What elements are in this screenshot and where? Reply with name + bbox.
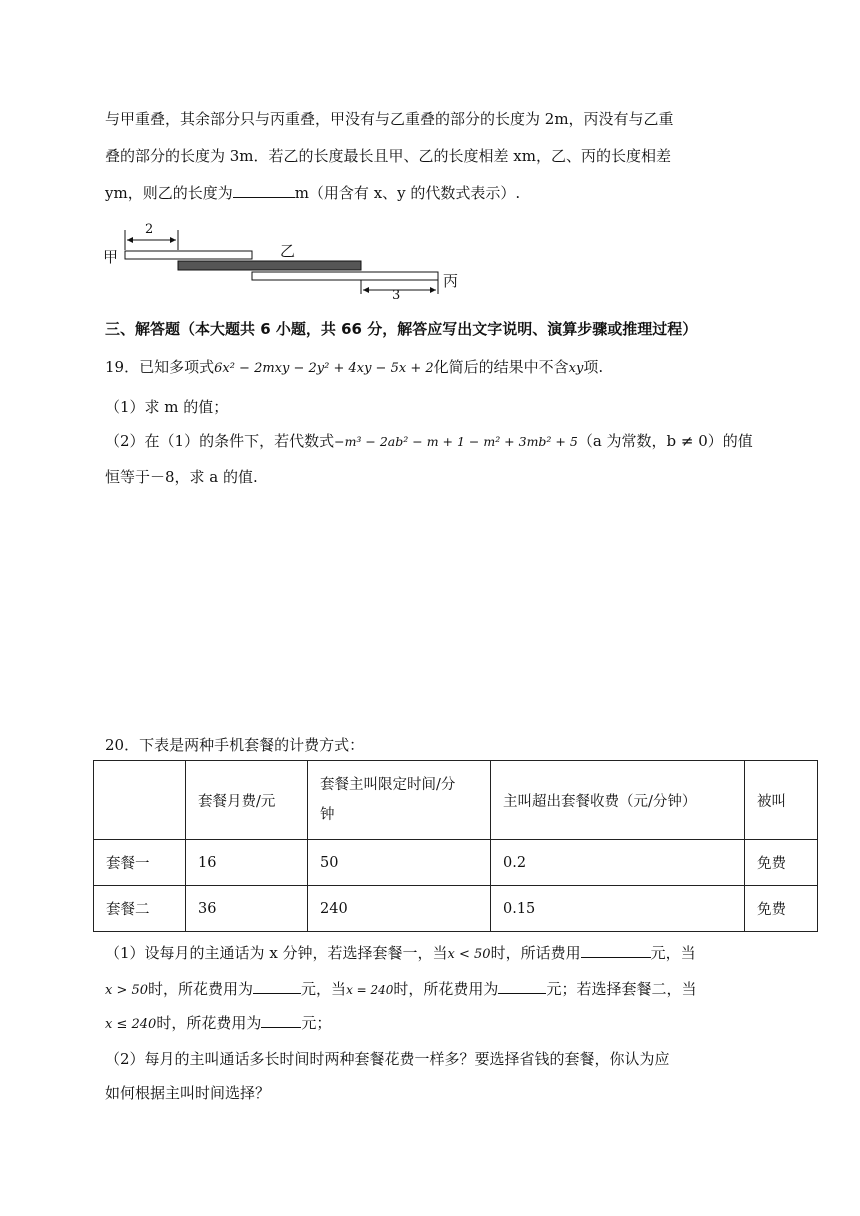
table-cell: 36 (186, 886, 308, 932)
table-cell: 16 (186, 840, 308, 886)
table-row (94, 886, 818, 932)
intro-line-1: 与甲重叠，其余部分只与丙重叠，甲没有与乙重叠的部分的长度为 2m，丙没有与乙重 (105, 110, 674, 128)
answer-blank (498, 979, 546, 994)
q19-part2-cont: 恒等于－8，求 a 的值. (105, 468, 258, 486)
bar-yi (178, 261, 361, 270)
intro-line-2: 叠的部分的长度为 3m．若乙的长度最长且甲、乙的长度相差 xm，乙、丙的长度相差 (105, 147, 671, 165)
q19-part1: （1）求 m 的值； (105, 398, 229, 416)
q19-stem: 19．已知多项式6x² − 2mxy − 2y² + 4xy − 5x + 2化简后的结果中不含xy项. (105, 358, 604, 376)
bar-jia (125, 251, 252, 259)
section-heading: 三、解答题（本大题共 6 小题，共 66 分，解答应写出文字说明、演算步骤或推理过程） (105, 320, 698, 338)
dim-bottom-label: 3 (392, 288, 401, 303)
label-bing: 丙 (443, 272, 459, 290)
table-cell: 0.15 (491, 886, 745, 932)
table-cell (94, 761, 186, 840)
q19-part2: （2）在（1）的条件下，若代数式−m³ − 2ab² − m + 1 − m² + 3mb² + 5（a 为常数，b ≠ 0）的值 (105, 432, 753, 450)
table-cell: 240 (308, 886, 491, 932)
plan-table (93, 760, 818, 932)
table-cell: 50 (308, 840, 491, 886)
table-row (94, 840, 818, 886)
table-cell: 被叫 (745, 761, 818, 840)
table-cell: 0.2 (491, 840, 745, 886)
answer-blank (581, 943, 651, 958)
dim-top-label: 2 (145, 222, 154, 237)
table-cell: 主叫超出套餐收费（元/分钟） (491, 761, 745, 840)
table-cell: 免费 (745, 886, 818, 932)
label-jia: 甲 (103, 248, 119, 266)
q20-part1-line2: x > 50时，所花费用为 元，当x = 240时，所花费用为 元；若选择套餐二，当 (105, 980, 697, 998)
answer-blank (233, 183, 295, 198)
table-header-row (94, 761, 818, 840)
table-cell: 套餐主叫限定时间/分 钟 (308, 761, 491, 840)
table-cell: 套餐月费/元 (186, 761, 308, 840)
q20-part2-line2: 如何根据主叫时间选择？ (105, 1084, 271, 1102)
table-cell: 套餐一 (94, 840, 186, 886)
bars-figure (100, 222, 470, 302)
q20-part1-line3: x ≤ 240时，所花费用为 元； (105, 1014, 332, 1032)
table-cell: 免费 (745, 840, 818, 886)
q20-part2-line1: （2）每月的主叫通话多长时间时两种套餐花费一样多？要选择省钱的套餐，你认为应 (105, 1050, 670, 1068)
label-yi: 乙 (280, 242, 296, 260)
q20-part1-line1: （1）设每月的主通话为 x 分钟，若选择套餐一，当x < 50时，所话费用 元，当 (105, 944, 696, 962)
answer-blank (253, 979, 301, 994)
answer-blank (261, 1013, 301, 1028)
bar-bing (252, 272, 438, 280)
intro-line-3: ym，则乙的长度为 m（用含有 x、y 的代数式表示）. (105, 184, 521, 202)
q20-stem: 20．下表是两种手机套餐的计费方式： (105, 736, 365, 754)
table-cell: 套餐二 (94, 886, 186, 932)
